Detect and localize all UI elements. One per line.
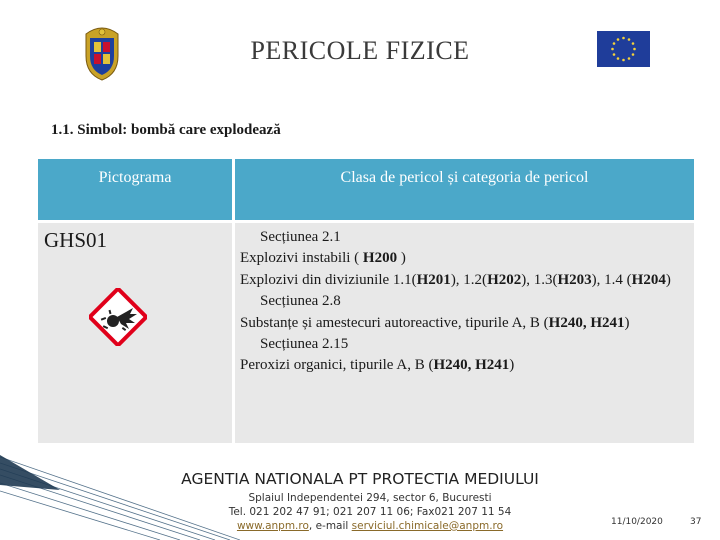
description-line: Substanțe și amestecuri autoreactive, tipurile A, B (H240, H241)	[240, 314, 630, 331]
description-line: Explozivi din diviziunile 1.1(H201), 1.2(H202), 1.3(H203), 1.4 (H204)	[240, 271, 671, 288]
email-label: , e-mail	[308, 520, 352, 532]
hazard-description	[240, 227, 690, 377]
eu-flag-icon	[597, 31, 650, 67]
description-line: Explozivi instabili ( H200 )	[240, 250, 406, 267]
agency-phone: Tel. 021 202 47 91; 021 207 11 06; Fax021 207 11 54	[228, 506, 512, 518]
agency-contact	[160, 519, 580, 533]
column-header-label: Clasa de pericol și categoria de pericol	[340, 169, 589, 186]
description-line: Secțiunea 2.15	[260, 336, 349, 353]
description-line: Secțiunea 2.8	[260, 293, 341, 310]
column-header-label: Pictograma	[98, 169, 172, 186]
slide-date: 11/10/2020	[611, 517, 663, 527]
section-title: 1.1. Simbol: bombă care explodează	[51, 122, 281, 138]
ghs-code: GHS01	[44, 228, 108, 252]
page-title: PERICOLE FIZICE	[250, 36, 470, 65]
exploding-bomb-icon	[89, 288, 147, 346]
agency-name: AGENTIA NATIONALA PT PROTECTIA MEDIULUI	[181, 470, 539, 488]
email-link[interactable]: serviciul.chimicale@anpm.ro	[351, 520, 504, 532]
agency-address: Splaiul Independentei 294, sector 6, Bucuresti	[248, 492, 492, 504]
page-number: 37	[690, 517, 702, 527]
table-header-hazard-class	[235, 159, 694, 220]
website-link[interactable]: www.anpm.ro	[236, 520, 309, 532]
description-line: Peroxizi organici, tipurile A, B (H240, H241)	[240, 357, 515, 374]
table-header-pictogram	[38, 159, 232, 220]
description-line: Secțiunea 2.1	[260, 229, 341, 245]
